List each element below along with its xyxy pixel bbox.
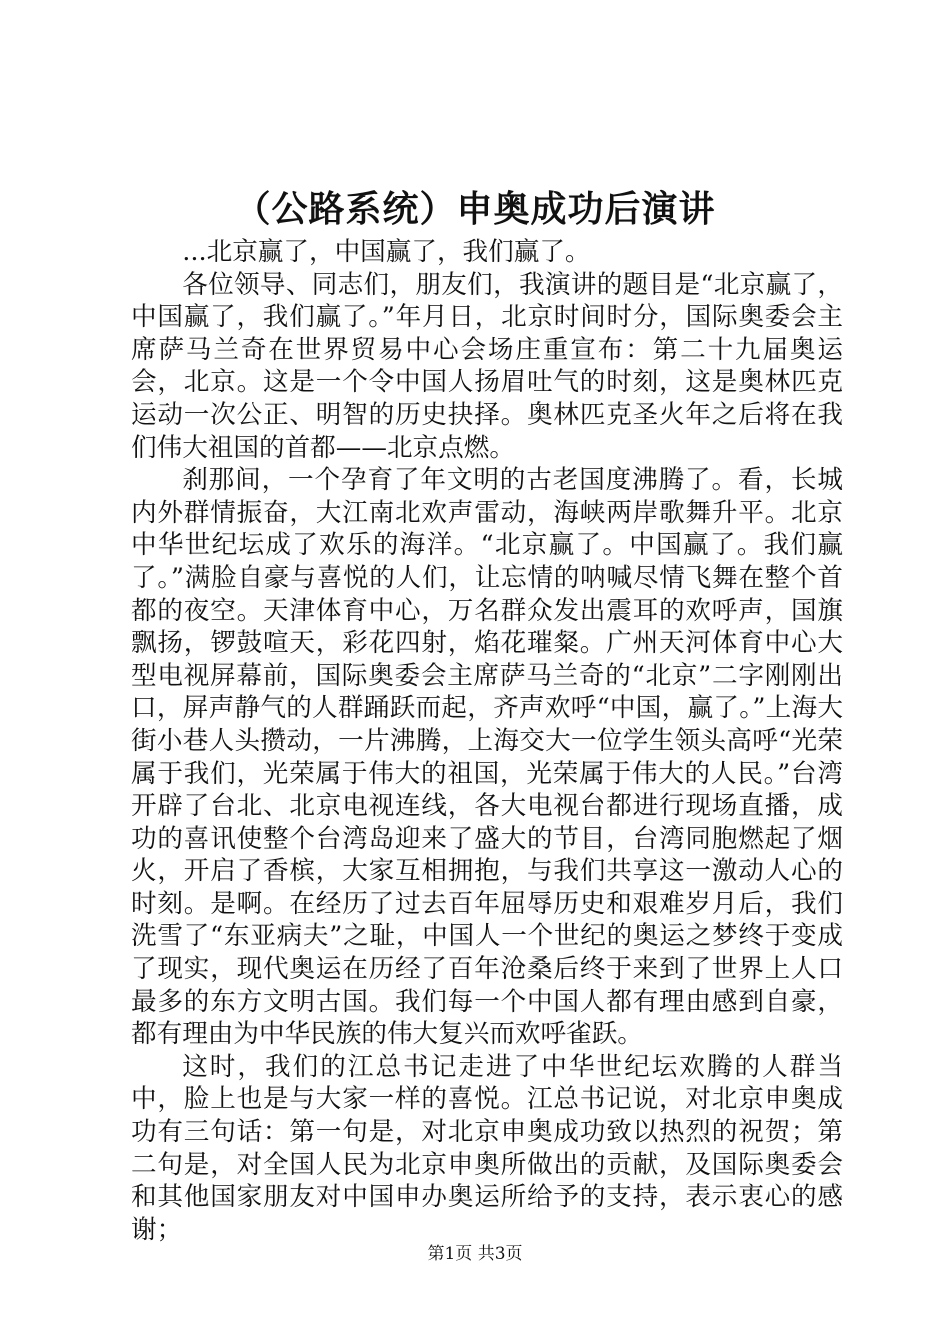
paragraph-introduction: 各位领导、同志们，朋友们，我演讲的题目是“北京赢了，中国赢了，我们赢了。”年月日，北京时间时分，国际奥委会主席萨马兰奇在世界贸易中心会场庄重宣布：第二十九届奥运会，北京。这是一个令中国人扬眉吐气的时刻，这是奥林匹克运动一次公正、明智的历史抉择。奥林匹克圣火年之后将在我们伟大祖国的首都——北京点燃。 bbox=[131, 269, 843, 463]
page-title: （公路系统）申奥成功后演讲 bbox=[234, 188, 716, 230]
page-number-footer: 第1页 共3页 bbox=[427, 1244, 523, 1264]
document-body bbox=[131, 236, 843, 1246]
paragraph-celebration: 刹那间，一个孕育了年文明的古老国度沸腾了。看，长城内外群情振奋，大江南北欢声雷动，海峡两岸歌舞升平。北京中华世纪坛成了欢乐的海洋。“北京赢了。中国赢了。我们赢了。”满脸自豪与喜悦的人们，让忘情的呐喊尽情飞舞在整个首都的夜空。天津体育中心，万名群众发出震耳的欢呼声，国旗飘扬，锣鼓喧天，彩花四射，焰花璀粲。广州天河体育中心大型电视屏幕前，国际奥委会主席萨马兰奇的“北京”二字刚刚出口，屏声静气的人群踊跃而起，齐声欢呼“中国，赢了。”上海大街小巷人头攒动，一片沸腾，上海交大一位学生领头高呼“光荣属于我们，光荣属于伟大的祖国，光荣属于伟大的人民。”台湾开辟了台北、北京电视连线，各大电视台都进行现场直播，成功的喜讯使整个台湾岛迎来了盛大的节目，台湾同胞燃起了烟火，开启了香槟，大家互相拥抱，与我们共享这一激动人心的时刻。是啊。在经历了过去百年屈辱历史和艰难岁月后，我们洗雪了“东亚病夫”之耻，中国人一个世纪的奥运之梦终于变成了现实，现代奥运在历经了百年沧桑后终于来到了世界上人口最多的东方文明古国。我们每一个中国人都有理由感到自豪，都有理由为中华民族的伟大复兴而欢呼雀跃。 bbox=[131, 465, 843, 1050]
paragraph-opening: ...北京赢了，中国赢了，我们赢了。 bbox=[182, 237, 591, 267]
paragraph-general-secretary: 这时，我们的江总书记走进了中华世纪坛欢腾的人群当中，脸上也是与大家一样的喜悦。江总书记说，对北京申奥成功有三句话：第一句是，对北京申奥成功致以热烈的祝贺；第二句是，对全国人民为北京申奥所做出的贡献，及国际奥委会和其他国家朋友对中国申办奥运所给予的支持，表示衷心的感谢； bbox=[131, 1051, 843, 1245]
